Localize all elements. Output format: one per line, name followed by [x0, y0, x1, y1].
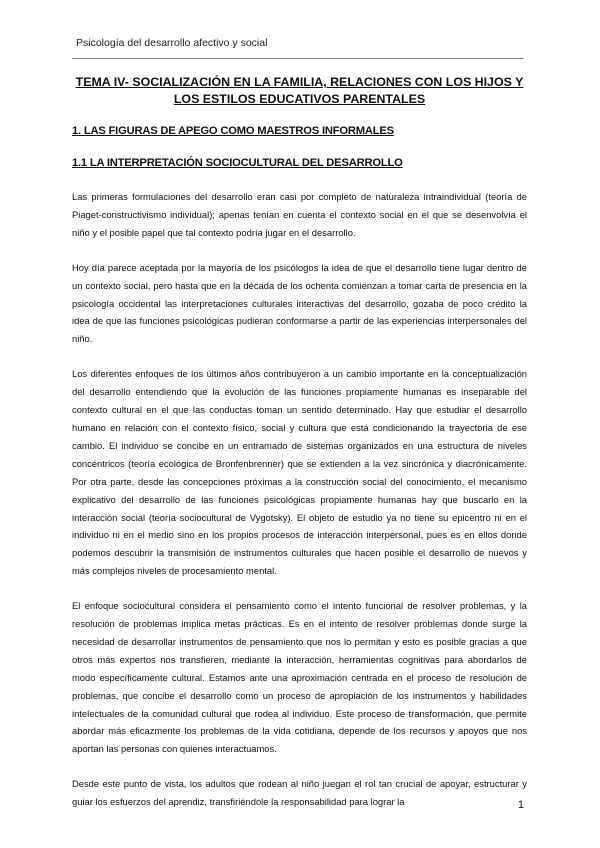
- document-title: TEMA IV- SOCIALIZACIÓN EN LA FAMILIA, RELACIONES CON LOS HIJOS Y LOS ESTILOS EDUCATIVOS PARENTALES: [75, 75, 524, 106]
- paragraph-4: El enfoque sociocultural considera el pensamiento como el intento funcional de resolver problemas, y la resolución de problemas implica metas prácticas. Es en el intento de resolver problemas donde surge la necesidad de desarrollar instrumentos de pensamiento que nos lo permitan y esto es posible gracias a que otros más expertos nos transfieren, mediante la interacción, herramientas cognitivas para abordarlos de modo específicamente cultural. Estamos ante una aproximación centrada en el proceso de resolución de problemas, que concibe el desarrollo como un proceso de apropiación de los instrumentos y habilidades intelectuales de la comunidad cultural que rodea al individuo. Este proceso de transformación, que permite abordar más eficazmente los problemas de la vida cotidiana, depende de los recursos y apoyos que nos aportan las personas con quienes interactuamos.: [72, 600, 527, 755]
- section-heading-1: 1. LAS FIGURAS DE APEGO COMO MAESTROS INFORMALES: [72, 125, 394, 137]
- paragraph-5: Desde este punto de vista, los adultos que rodean al niño juegan el rol tan crucial de apoyar, estructurar y guiar los esfuerzos del aprendiz, transfiriéndole la responsabilidad para lograr la: [72, 778, 527, 808]
- running-header: Psicología del desarrollo afectivo y social: [76, 37, 268, 49]
- section-heading-1-1: 1.1 LA INTERPRETACIÓN SOCIOCULTURAL DEL DESARROLLO: [72, 157, 403, 169]
- paragraph-3: Los diferentes enfoques de los últimos años contribuyeron a un cambio importante en la conceptualización del desarrollo entendiendo que la evolución de las funciones propiamente humanas es inseparable del contexto cultural en el que las conductas toman un sentido determinado. Hay que estudiar el desarrollo humano en relación con el contexto físico, social y cultura que está condicionando la trayectoria de ese cambio. El individuo se concibe en un entramado de sistemas organizados en una estructura de niveles concéntricos (teoría ecológica de Bronfenbrenner) que se extienden a la vez sincrónica y diacrónicamente. Por otra parte, desde las concepciones próximas a la construcción social del conocimiento, el mecanismo explicativo del desarrollo de las funciones psicológicas propiamente humanas hay que buscarlo en la interacción social (teoría sociocultural de Vygotsky). El objeto de estudio ya no tiene su epicentro ni en el individuo ni en el medio sino en los propios procesos de interacción interpersonal, pues es en ellos donde podemos descubrir la transmisión de instrumentos culturales que hacen posible el desarrollo de nuevos y más complejos niveles de procesamiento mental.: [72, 368, 527, 577]
- document-body: [72, 74, 527, 828]
- page-number: 1: [517, 799, 524, 811]
- paragraph-2: Hoy día parece aceptada por la mayoría de los psicólogos la idea de que el desarrollo tiene lugar dentro de un contexto social, pero hasta que en la década de los ochenta comienzan a tomar carta de presencia en la psicología occidental las interpretaciones culturales interactivas del desarrollo, gozaba de poco crédito la idea de que las funciones psicológicas pudieran conformarse a partir de las experiencias interpersonales del niño.: [72, 261, 527, 345]
- paragraph-1: Las primeras formulaciones del desarrollo eran casi por completo de naturaleza intraindividual (teoría de Piaget-constructivismo individual); apenas tenían en cuenta el contexto social en el que se desenvolvía el niño y el posible papel que tal contexto podría jugar en el desarrollo.: [72, 191, 527, 238]
- header-divider: [72, 58, 524, 59]
